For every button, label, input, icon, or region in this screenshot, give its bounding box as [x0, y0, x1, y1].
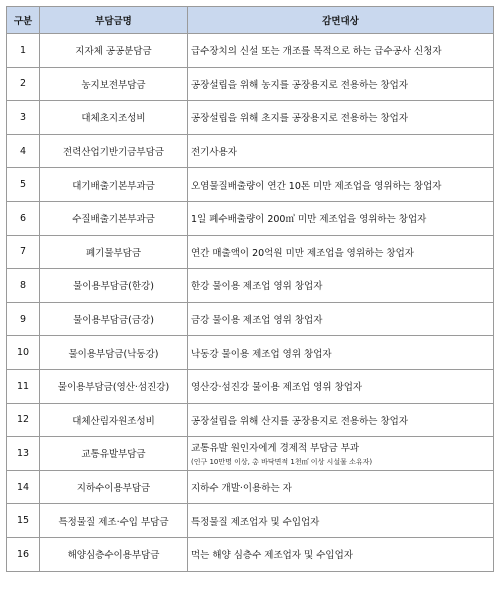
row-number: 5 — [7, 168, 40, 202]
reduction-target — [188, 235, 494, 269]
reduction-target — [188, 34, 494, 68]
reduction-target-text: 영산강·섬진강 물이용 제조업 영위 창업자 — [191, 382, 363, 394]
reduction-target-text: 교통유발 원인자에게 경제적 부담금 부과 — [191, 442, 360, 454]
row-number: 3 — [7, 101, 40, 135]
reduction-target — [188, 302, 494, 336]
header-category: 구분 — [7, 7, 40, 34]
table-row — [7, 67, 494, 101]
reduction-target — [188, 269, 494, 303]
charges-table-container — [6, 6, 493, 572]
charge-name: 물이용부담금(영산·섬진강) — [40, 369, 188, 403]
charge-name: 교통유발부담금 — [40, 437, 188, 471]
reduction-target-text: 지하수 개발·이용하는 자 — [191, 483, 292, 495]
reduction-target-text: 급수장치의 신설 또는 개조를 목적으로 하는 급수공사 신청자 — [191, 46, 442, 58]
reduction-target — [188, 67, 494, 101]
row-number: 13 — [7, 437, 40, 471]
row-number: 6 — [7, 201, 40, 235]
reduction-target — [188, 369, 494, 403]
row-number: 10 — [7, 336, 40, 370]
row-number: 4 — [7, 134, 40, 168]
row-number: 7 — [7, 235, 40, 269]
charge-name: 물이용부담금(금강) — [40, 302, 188, 336]
row-number: 14 — [7, 470, 40, 504]
reduction-target — [188, 336, 494, 370]
charge-name: 농지보전부담금 — [40, 67, 188, 101]
table-row — [7, 369, 494, 403]
reduction-target-text: 1일 폐수배출량이 200㎥ 미만 제조업을 영위하는 창업자 — [191, 214, 427, 226]
row-number: 15 — [7, 504, 40, 538]
charge-name: 대체초지조성비 — [40, 101, 188, 135]
table-row — [7, 504, 494, 538]
charge-name: 물이용부담금(낙동강) — [40, 336, 188, 370]
table-row — [7, 201, 494, 235]
table-row — [7, 470, 494, 504]
row-number: 9 — [7, 302, 40, 336]
charge-name: 전력산업기반기금부담금 — [40, 134, 188, 168]
reduction-target-text: 공장설립을 위해 산지를 공장용지로 전용하는 창업자 — [191, 415, 408, 427]
reduction-target-text: 먹는 해양 심층수 제조업자 및 수입업자 — [191, 550, 353, 562]
header-reduction-target: 감면대상 — [188, 7, 494, 34]
table-row — [7, 269, 494, 303]
reduction-target-text: 오염물질배출량이 연간 10톤 미만 제조업을 영위하는 창업자 — [191, 180, 442, 192]
table-row — [7, 302, 494, 336]
charge-name: 물이용부담금(한강) — [40, 269, 188, 303]
reduction-target-note: (인구 10만명 이상, 총 바닥면적 1천㎡ 이상 시설물 소유자) — [191, 457, 373, 466]
reduction-target — [188, 437, 494, 471]
reduction-target-text: 전기사용자 — [191, 147, 237, 159]
reduction-target-text: 연간 매출액이 20억원 미만 제조업을 영위하는 창업자 — [191, 247, 414, 259]
table-row — [7, 336, 494, 370]
charge-name: 대기배출기본부과금 — [40, 168, 188, 202]
charge-name: 지자체 공공분담금 — [40, 34, 188, 68]
header-charge-name: 부담금명 — [40, 7, 188, 34]
reduction-target — [188, 101, 494, 135]
row-number: 16 — [7, 537, 40, 571]
charge-name: 지하수이용부담금 — [40, 470, 188, 504]
reduction-target — [188, 134, 494, 168]
table-body — [7, 34, 494, 572]
reduction-target — [188, 504, 494, 538]
charge-name: 대체산림자원조성비 — [40, 403, 188, 437]
row-number: 2 — [7, 67, 40, 101]
charge-name: 해양심층수이용부담금 — [40, 537, 188, 571]
reduction-target — [188, 537, 494, 571]
row-number: 1 — [7, 34, 40, 68]
reduction-target — [188, 470, 494, 504]
reduction-target-text: 공장설립을 위해 초지를 공장용지로 전용하는 창업자 — [191, 113, 408, 125]
reduction-target — [188, 201, 494, 235]
table-row — [7, 101, 494, 135]
reduction-target — [188, 403, 494, 437]
charge-name: 폐기물부담금 — [40, 235, 188, 269]
reduction-target-text: 낙동강 물이용 제조업 영위 창업자 — [191, 348, 332, 360]
charge-name: 특정물질 제조·수입 부담금 — [40, 504, 188, 538]
table-row — [7, 34, 494, 68]
row-number: 11 — [7, 369, 40, 403]
row-number: 12 — [7, 403, 40, 437]
charge-name: 수질배출기본부과금 — [40, 201, 188, 235]
table-row — [7, 403, 494, 437]
table-row — [7, 168, 494, 202]
reduction-target-text: 공장설립을 위해 농지를 공장용지로 전용하는 창업자 — [191, 79, 408, 91]
table-row — [7, 537, 494, 571]
reduction-target-text: 한강 물이용 제조업 영위 창업자 — [191, 281, 323, 293]
table-row — [7, 235, 494, 269]
reduction-target-text: 특정물질 제조업자 및 수입업자 — [191, 516, 320, 528]
row-number: 8 — [7, 269, 40, 303]
table-row — [7, 134, 494, 168]
table-header-row — [7, 7, 494, 34]
reduction-target-text: 금강 물이용 제조업 영위 창업자 — [191, 315, 323, 327]
table-row — [7, 437, 494, 471]
charges-table — [6, 6, 494, 572]
reduction-target — [188, 168, 494, 202]
